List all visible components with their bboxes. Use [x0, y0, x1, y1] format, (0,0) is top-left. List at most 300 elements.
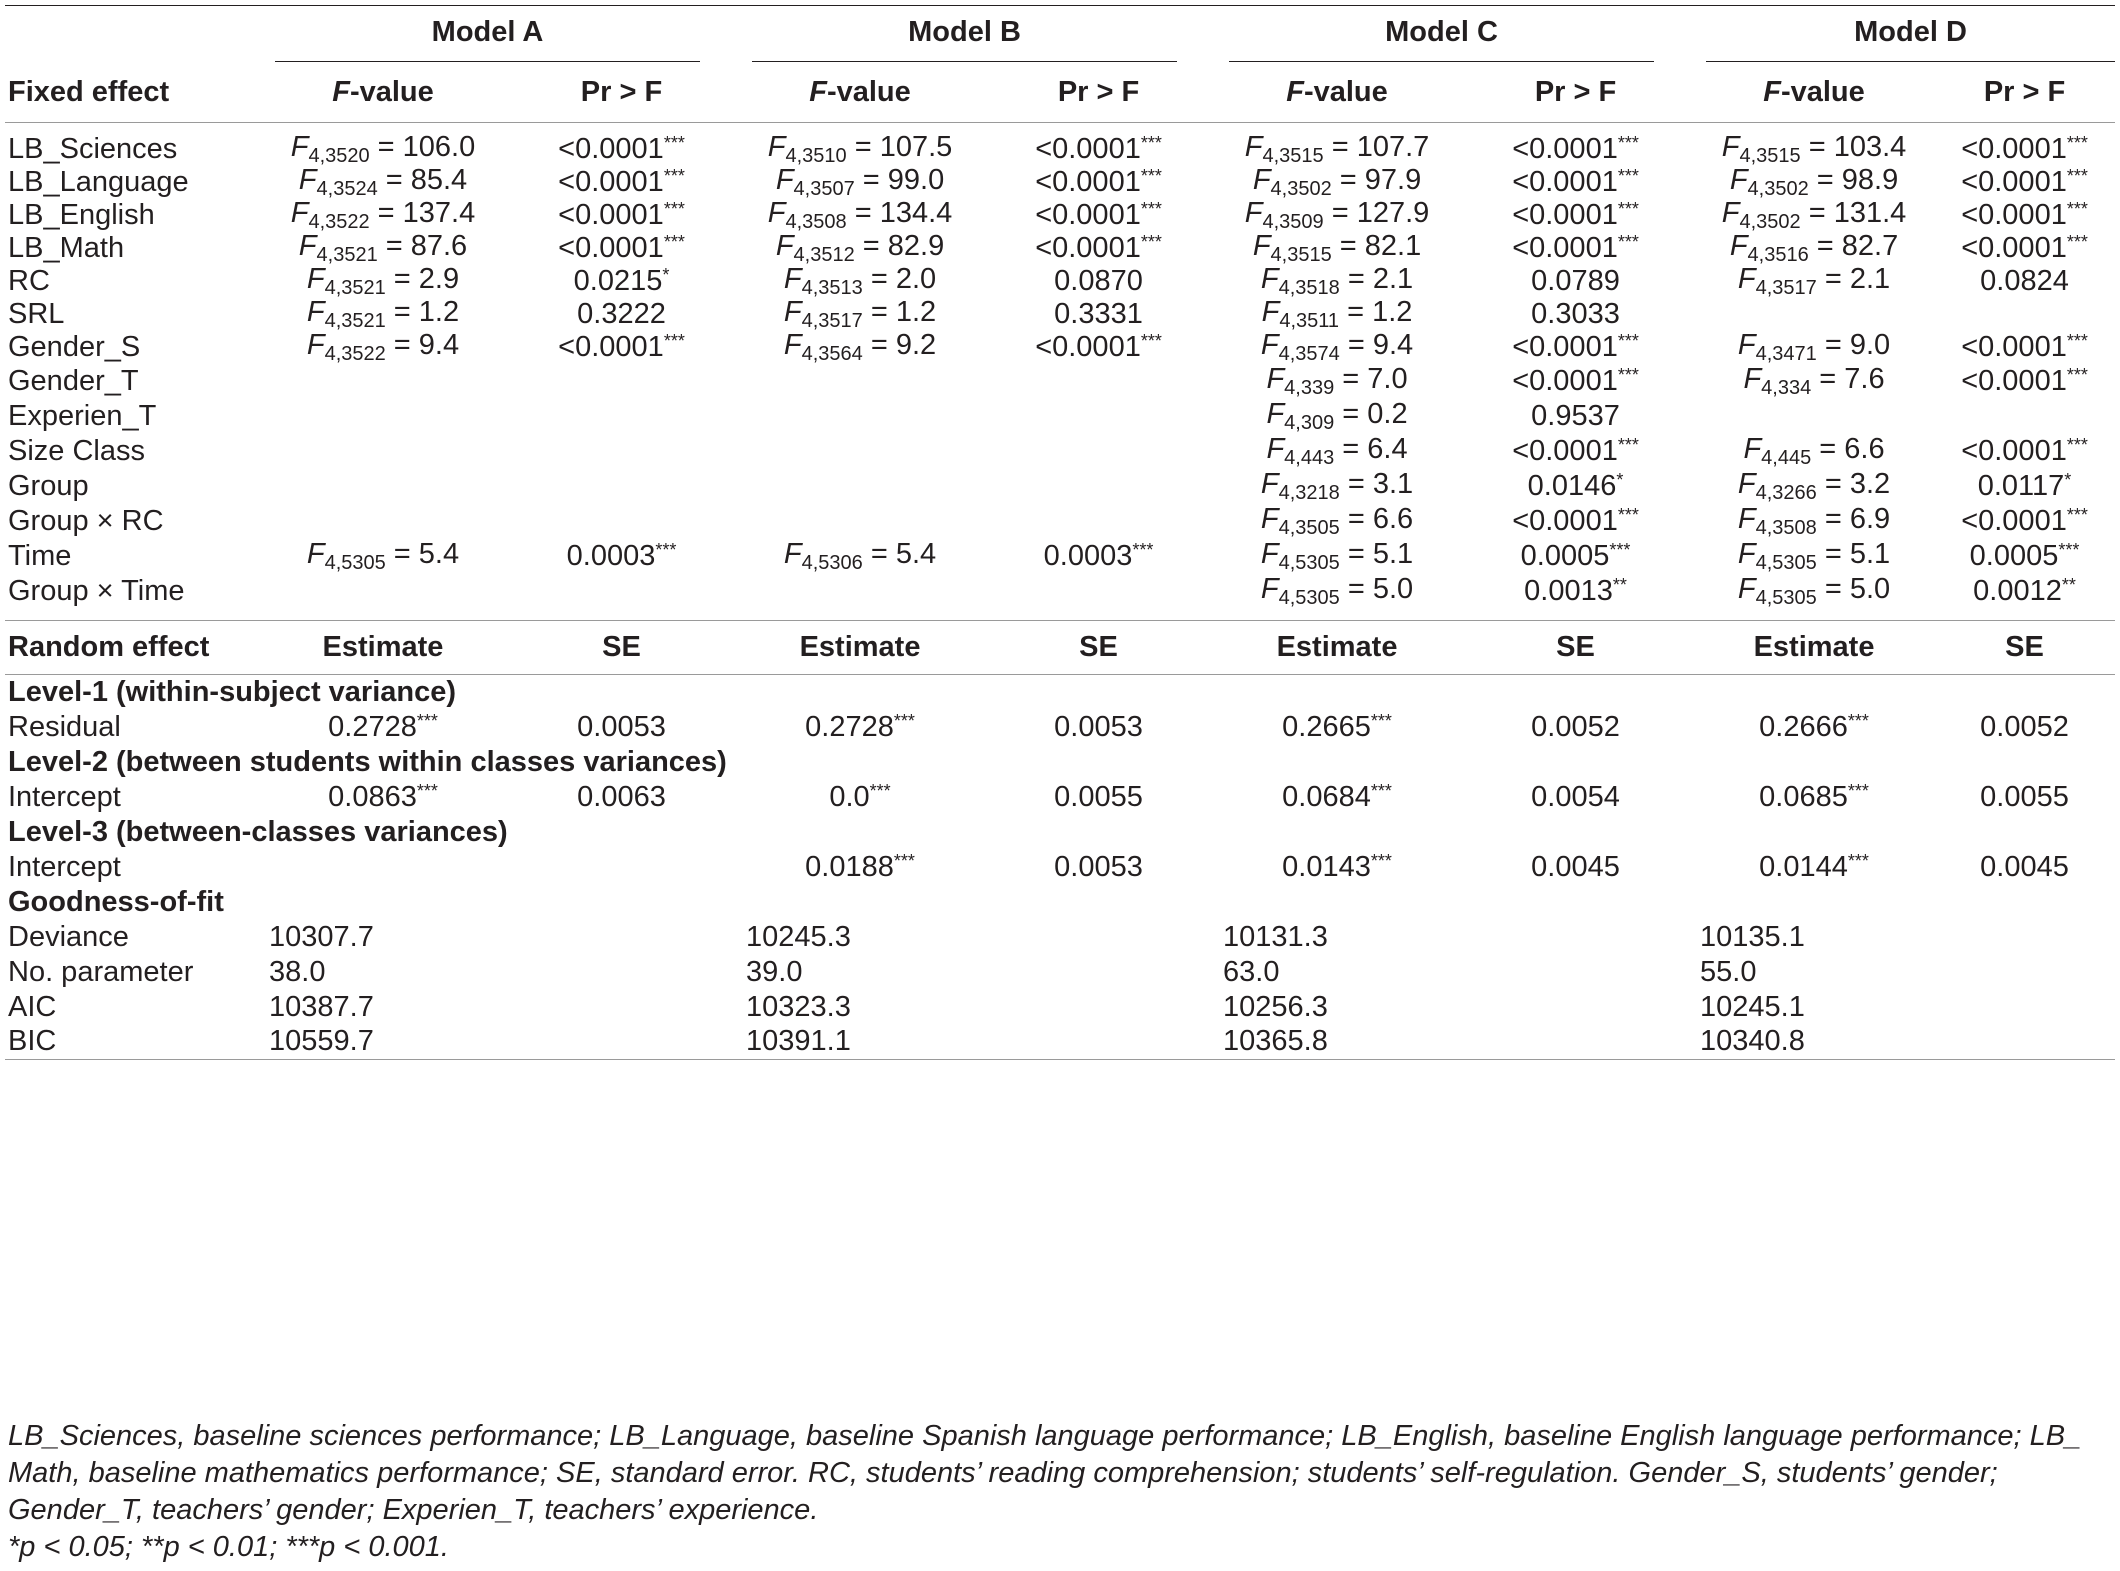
table-row — [5, 166, 2115, 199]
degrees-of-freedom: 4,5305 — [1278, 551, 1340, 574]
f-symbol: F — [1261, 295, 1280, 328]
f-value-cell — [1694, 434, 1934, 469]
degrees-of-freedom: 4,3524 — [316, 177, 378, 200]
f-statistic: = 127.9 — [1323, 196, 1430, 229]
significance-stars: *** — [2066, 435, 2088, 455]
significance-stars: *** — [1370, 711, 1392, 731]
estimate-value: 0.0144 — [1759, 851, 1848, 883]
table-row — [5, 399, 2115, 434]
table-row — [5, 990, 2115, 1025]
se-header: SE — [503, 621, 740, 675]
f-statistic: = 97.9 — [1331, 163, 1422, 196]
degrees-of-freedom: 4,3509 — [1262, 210, 1324, 233]
f-value-cell — [263, 196, 503, 233]
random-effect-header: Random effect — [5, 621, 263, 675]
estimate-value: 0.0 — [829, 781, 870, 813]
f-statistic: = 2.0 — [862, 262, 937, 295]
p-value-cell — [1934, 298, 2115, 331]
p-value: 0.0117 — [1977, 470, 2065, 502]
p-value: <0.0001 — [558, 133, 664, 165]
f-statistic: = 6.9 — [1816, 502, 1891, 535]
table-row — [5, 63, 2115, 123]
f-statistic: = 82.7 — [1808, 229, 1899, 262]
fit-value: 55.0 — [1700, 955, 1757, 988]
estimate-cell — [263, 710, 503, 745]
estimate-value: 0.0143 — [1282, 851, 1371, 883]
table-row — [5, 920, 2115, 955]
p-value-cell — [503, 504, 740, 539]
fixed-effect-label: LB_Sciences — [8, 132, 178, 165]
f-value-cell — [1217, 196, 1457, 233]
model-name: Model A — [275, 18, 700, 62]
p-value-cell — [1457, 399, 1694, 434]
fit-value: 10365.8 — [1217, 1025, 1457, 1060]
table-row — [5, 675, 2115, 710]
f-symbol: F — [1737, 572, 1756, 605]
degrees-of-freedom: 4,3512 — [793, 243, 855, 266]
p-value-cell — [503, 232, 740, 265]
degrees-of-freedom: 4,3471 — [1755, 342, 1817, 365]
results-table — [5, 5, 2115, 1060]
significance-stars: *** — [2066, 166, 2088, 186]
p-header: Pr > F — [1934, 63, 2115, 123]
f-statistic: = 1.2 — [1339, 295, 1413, 328]
p-header: Pr > F — [1457, 63, 1694, 123]
f-value-cell — [263, 295, 503, 332]
p-value: 0.0003 — [1043, 540, 1133, 572]
degrees-of-freedom: 4,3518 — [1278, 276, 1340, 299]
f-statistic: = 107.7 — [1323, 130, 1430, 163]
estimate-value: 0.2665 — [1282, 711, 1371, 743]
degrees-of-freedom: 4,3505 — [1278, 516, 1340, 539]
fixed-effect-label: LB_Language — [8, 165, 189, 198]
p-value-cell — [1457, 133, 1694, 166]
p-value-cell — [980, 331, 1217, 364]
f-symbol: F — [1260, 572, 1279, 605]
f-statistic: = 6.6 — [1339, 502, 1414, 535]
fit-label: BIC — [5, 1025, 263, 1060]
degrees-of-freedom: 4,5305 — [1755, 551, 1817, 574]
p-value: <0.0001 — [1512, 232, 1618, 264]
f-value-cell — [740, 229, 980, 266]
fixed-effect-label: Group — [8, 469, 89, 502]
p-value: <0.0001 — [1512, 331, 1618, 363]
f-value-cell — [1694, 130, 1934, 167]
model-header — [1217, 6, 1694, 63]
p-value-cell — [980, 574, 1217, 609]
degrees-of-freedom: 4,3564 — [801, 342, 863, 365]
p-value-cell — [1934, 434, 2115, 469]
f-italic: F — [809, 75, 827, 108]
estimate-cell — [1217, 780, 1457, 815]
p-value-cell — [1934, 199, 2115, 232]
p-value-cell — [1934, 166, 2115, 199]
p-value-cell — [1934, 574, 2115, 609]
se-cell — [503, 850, 740, 885]
estimate-cell — [740, 780, 980, 815]
f-statistic: = 5.0 — [1339, 572, 1414, 605]
p-value-cell — [1457, 539, 1694, 574]
fit-empty — [980, 955, 1217, 990]
f-value-cell — [1217, 539, 1457, 574]
estimate-cell — [263, 850, 503, 885]
p-value-cell — [503, 434, 740, 469]
fit-empty — [503, 1025, 740, 1060]
fit-empty — [1934, 955, 2115, 990]
p-value-cell — [1934, 133, 2115, 166]
table-row — [5, 780, 2115, 815]
p-value: 0.0012 — [1973, 575, 2062, 607]
significance-stars: * — [662, 265, 670, 285]
f-value-cell — [1694, 539, 1934, 574]
f-value-cell — [740, 130, 980, 167]
table-row — [5, 621, 2115, 675]
model-name: Model D — [1706, 18, 2115, 62]
p-value: <0.0001 — [1035, 133, 1141, 165]
abbreviations-note: LB_Sciences, baseline sciences performance; LB_Language, baseline Spanish language performance; LB_English, baseline English language performance; LB_ Math, baseline mathematics performance; SE, standard error. RC, students’ reading comprehension; students’ self-regulation. Gender_S, students’ gender; Gender_T, teachers’ gender; Experien_T, teachers’ experience. — [8, 1420, 2082, 1526]
estimate-header: Estimate — [1694, 621, 1934, 675]
fit-empty — [1457, 990, 1694, 1025]
p-value-cell — [980, 133, 1217, 166]
f-symbol: F — [1737, 502, 1756, 535]
f-value-cell — [263, 364, 503, 399]
p-value-cell — [980, 399, 1217, 434]
table-row — [5, 434, 2115, 469]
significance-stars: *** — [1847, 711, 1869, 731]
significance-stars: *** — [1140, 199, 1162, 219]
se-cell: 0.0055 — [1980, 780, 2069, 813]
fit-empty — [980, 1025, 1217, 1060]
f-value-cell — [740, 163, 980, 200]
significance-stars: *** — [1140, 232, 1162, 252]
significance-stars: *** — [1617, 365, 1639, 385]
degrees-of-freedom: 4,5305 — [324, 551, 386, 574]
significance-stars: *** — [2058, 540, 2080, 560]
p-value-cell — [503, 199, 740, 232]
fit-empty — [1934, 1025, 2115, 1060]
p-header: Pr > F — [503, 63, 740, 123]
f-value-cell — [740, 434, 980, 469]
f-value-cell — [1694, 364, 1934, 399]
f-statistic: = 107.5 — [846, 130, 953, 163]
p-value: <0.0001 — [558, 331, 664, 363]
fit-value: 10245.3 — [746, 920, 851, 953]
se-cell: 0.0063 — [577, 780, 666, 813]
f-symbol: F — [306, 295, 325, 328]
f-symbol: F — [1260, 467, 1279, 500]
significance-stars: *** — [1617, 331, 1639, 351]
significance-stars: *** — [1617, 199, 1639, 219]
p-value-cell — [503, 265, 740, 298]
significance-stars: *** — [663, 133, 685, 153]
f-symbol: F — [775, 229, 794, 262]
f-value-cell — [740, 364, 980, 399]
f-value-header — [263, 63, 503, 123]
random-effect-label: Intercept — [8, 850, 121, 883]
degrees-of-freedom: 4,3522 — [324, 342, 386, 365]
table-row — [5, 850, 2115, 885]
degrees-of-freedom: 4,445 — [1761, 446, 1812, 469]
p-value: 0.0870 — [1054, 264, 1143, 297]
fixed-effect-label: Size Class — [8, 434, 145, 467]
f-statistic: = 5.4 — [862, 537, 937, 570]
table-row — [5, 1025, 2115, 1060]
table-row — [5, 815, 2115, 850]
random-effect-label: Intercept — [8, 780, 121, 813]
degrees-of-freedom: 4,3266 — [1755, 481, 1817, 504]
p-value: <0.0001 — [1512, 199, 1618, 231]
table-row — [5, 265, 2115, 298]
f-statistic: = 2.9 — [385, 262, 460, 295]
f-symbol: F — [1252, 163, 1271, 196]
fit-value: 63.0 — [1223, 955, 1280, 988]
p-header: Pr > F — [980, 63, 1217, 123]
p-value: <0.0001 — [1961, 505, 2067, 537]
significance-stars: *** — [2066, 365, 2088, 385]
significance-stars: *** — [2066, 505, 2088, 525]
p-value-cell — [980, 364, 1217, 399]
fit-value: 10256.3 — [1223, 990, 1328, 1023]
significance-stars: *** — [1617, 232, 1639, 252]
f-value-header — [1694, 63, 1934, 123]
f-value-cell — [1217, 328, 1457, 365]
f-symbol: F — [783, 537, 802, 570]
p-value-cell — [503, 399, 740, 434]
f-symbol: F — [1737, 467, 1756, 500]
fit-value: 10340.8 — [1694, 1025, 1934, 1060]
significance-stars: *** — [655, 540, 677, 560]
significance-stars: *** — [1617, 505, 1639, 525]
f-value-cell — [1217, 434, 1457, 469]
p-value-cell — [980, 539, 1217, 574]
p-value: <0.0001 — [1961, 232, 2067, 264]
f-symbol: F — [1266, 432, 1285, 465]
f-value-cell — [263, 469, 503, 504]
f-value-header — [1217, 63, 1457, 123]
p-value-cell — [980, 166, 1217, 199]
se-cell: 0.0054 — [1531, 780, 1620, 813]
f-symbol: F — [1721, 196, 1740, 229]
p-value-cell — [1457, 265, 1694, 298]
estimate-value: 0.2728 — [805, 711, 894, 743]
degrees-of-freedom: 4,5305 — [1278, 586, 1340, 609]
f-statistic: = 103.4 — [1800, 130, 1907, 163]
degrees-of-freedom: 4,3515 — [1270, 243, 1332, 266]
p-value-cell — [1934, 469, 2115, 504]
f-symbol: F — [1721, 130, 1740, 163]
f-statistic: = 3.1 — [1339, 467, 1414, 500]
f-value-cell — [1217, 295, 1457, 332]
degrees-of-freedom: 4,339 — [1284, 376, 1335, 399]
fixed-effect-label: LB_Math — [8, 231, 125, 264]
f-symbol: F — [1260, 537, 1279, 570]
fit-empty — [1457, 1025, 1694, 1060]
significance-stars: *** — [1609, 540, 1631, 560]
f-value-cell — [1694, 399, 1934, 434]
f-symbol: F — [290, 130, 309, 163]
f-value-cell — [1217, 504, 1457, 539]
fit-value: 10387.7 — [269, 990, 374, 1023]
p-value: <0.0001 — [558, 232, 664, 264]
p-value-cell — [1457, 166, 1694, 199]
f-symbol: F — [783, 262, 802, 295]
estimate-cell — [740, 850, 980, 885]
f-symbol: F — [1266, 362, 1285, 395]
f-symbol: F — [1244, 130, 1263, 163]
fixed-effect-label: Group × RC — [8, 504, 164, 537]
f-statistic: = 2.1 — [1816, 262, 1891, 295]
f-statistic: = 6.6 — [1811, 432, 1885, 465]
f-italic: F — [1763, 75, 1781, 108]
significance-stars: *** — [1370, 781, 1392, 801]
f-statistic: = 9.4 — [385, 328, 460, 361]
fixed-effect-label: SRL — [8, 297, 65, 330]
significance-stars: *** — [663, 232, 685, 252]
f-value-cell — [263, 262, 503, 299]
f-rest: -value — [1780, 75, 1865, 108]
table-row — [5, 955, 2115, 990]
degrees-of-freedom: 4,3507 — [793, 177, 855, 200]
p-value-cell — [503, 539, 740, 574]
table-row — [5, 123, 2115, 133]
p-value-cell — [503, 166, 740, 199]
fit-value: 10307.7 — [269, 920, 374, 953]
f-value-cell — [263, 539, 503, 574]
degrees-of-freedom: 4,3521 — [316, 243, 378, 266]
fit-value: 10323.3 — [746, 990, 851, 1023]
significance-stars: *** — [893, 851, 915, 871]
se-cell: 0.0052 — [1980, 710, 2069, 743]
fit-label: Deviance — [8, 920, 129, 953]
f-symbol: F — [1260, 328, 1279, 361]
p-value: <0.0001 — [1961, 435, 2067, 467]
p-value: <0.0001 — [1512, 133, 1618, 165]
fixed-effect-label: Gender_S — [8, 330, 141, 363]
estimate-value: 0.0863 — [328, 781, 417, 813]
estimate-value: 0.0684 — [1282, 781, 1371, 813]
f-symbol: F — [306, 262, 325, 295]
f-statistic: = 106.0 — [369, 130, 476, 163]
p-value: <0.0001 — [1512, 365, 1618, 397]
f-value-cell — [1694, 574, 1934, 609]
fit-value: 10391.1 — [740, 1025, 980, 1060]
estimate-header: Estimate — [740, 621, 980, 675]
p-value: <0.0001 — [1035, 232, 1141, 264]
degrees-of-freedom: 4,3517 — [801, 309, 863, 332]
f-value-cell — [1217, 469, 1457, 504]
p-value: <0.0001 — [1512, 435, 1618, 467]
p-value: <0.0001 — [1961, 365, 2067, 397]
estimate-cell — [1217, 710, 1457, 745]
f-symbol: F — [1737, 537, 1756, 570]
degrees-of-freedom: 4,3502 — [1739, 210, 1801, 233]
fit-empty — [503, 920, 740, 955]
degrees-of-freedom: 4,3522 — [308, 210, 370, 233]
table-row — [5, 232, 2115, 265]
se-cell: 0.0055 — [1054, 780, 1143, 813]
significance-stars: *** — [2066, 331, 2088, 351]
f-value-cell — [1217, 262, 1457, 299]
p-value: 0.0215 — [573, 265, 663, 297]
f-statistic: = 3.2 — [1816, 467, 1891, 500]
f-symbol: F — [1244, 196, 1263, 229]
table-row — [5, 331, 2115, 364]
model-header — [263, 6, 740, 63]
f-value-cell — [1217, 574, 1457, 609]
goodness-title: Goodness-of-fit — [8, 885, 224, 918]
f-value-cell — [1694, 328, 1934, 365]
header-empty — [5, 6, 263, 63]
fit-empty — [1457, 920, 1694, 955]
f-statistic: = 99.0 — [854, 163, 945, 196]
f-rest: -value — [826, 75, 911, 108]
se-cell: 0.0052 — [1531, 710, 1620, 743]
f-value-cell — [263, 399, 503, 434]
p-value-cell — [1457, 504, 1694, 539]
f-rest: -value — [349, 75, 434, 108]
f-value-cell — [740, 295, 980, 332]
f-value-cell — [1694, 262, 1934, 299]
p-value: <0.0001 — [1035, 199, 1141, 231]
p-value-cell — [1934, 504, 2115, 539]
significance-stars: *** — [1140, 166, 1162, 186]
p-value: 0.0005 — [1520, 540, 1610, 572]
f-statistic: = 137.4 — [369, 196, 476, 229]
f-symbol: F — [783, 295, 802, 328]
fit-value: 10559.7 — [263, 1025, 503, 1060]
significance-stars: ** — [2061, 575, 2076, 595]
fit-value: 39.0 — [746, 955, 803, 988]
f-statistic: = 85.4 — [377, 163, 468, 196]
f-value-cell — [263, 130, 503, 167]
p-value: 0.3331 — [1054, 297, 1143, 330]
fit-empty — [980, 920, 1217, 955]
p-value: <0.0001 — [1961, 166, 2067, 198]
degrees-of-freedom: 4,3502 — [1747, 177, 1809, 200]
p-value-cell — [1457, 574, 1694, 609]
section-title: Level-3 (between-classes variances) — [8, 815, 508, 848]
fit-empty — [1457, 955, 1694, 990]
fixed-effect-header: Fixed effect — [5, 63, 263, 123]
se-cell: 0.0045 — [1531, 850, 1620, 883]
f-value-cell — [1694, 298, 1934, 331]
significance-stars: *** — [1617, 435, 1639, 455]
se-header: SE — [1934, 621, 2115, 675]
p-value: 0.0824 — [1980, 264, 2069, 297]
f-value-cell — [263, 328, 503, 365]
significance-stars: *** — [893, 711, 915, 731]
p-value-cell — [980, 504, 1217, 539]
significance-stars: *** — [2066, 199, 2088, 219]
p-value: <0.0001 — [1035, 331, 1141, 363]
f-symbol: F — [1260, 262, 1279, 295]
significance-stars: * — [2064, 470, 2072, 490]
table-row — [5, 364, 2115, 399]
f-symbol: F — [767, 130, 786, 163]
degrees-of-freedom: 4,3513 — [801, 276, 863, 299]
degrees-of-freedom: 4,3516 — [1747, 243, 1809, 266]
p-value-cell — [1457, 364, 1694, 399]
f-value-cell — [1217, 229, 1457, 266]
p-value: 0.0789 — [1531, 264, 1620, 297]
f-statistic: = 0.2 — [1334, 397, 1408, 430]
f-statistic: = 9.2 — [862, 328, 937, 361]
table-row — [5, 298, 2115, 331]
significance-stars: *** — [1617, 133, 1639, 153]
f-symbol: F — [1729, 229, 1748, 262]
f-statistic: = 1.2 — [862, 295, 937, 328]
f-value-header — [740, 63, 980, 123]
